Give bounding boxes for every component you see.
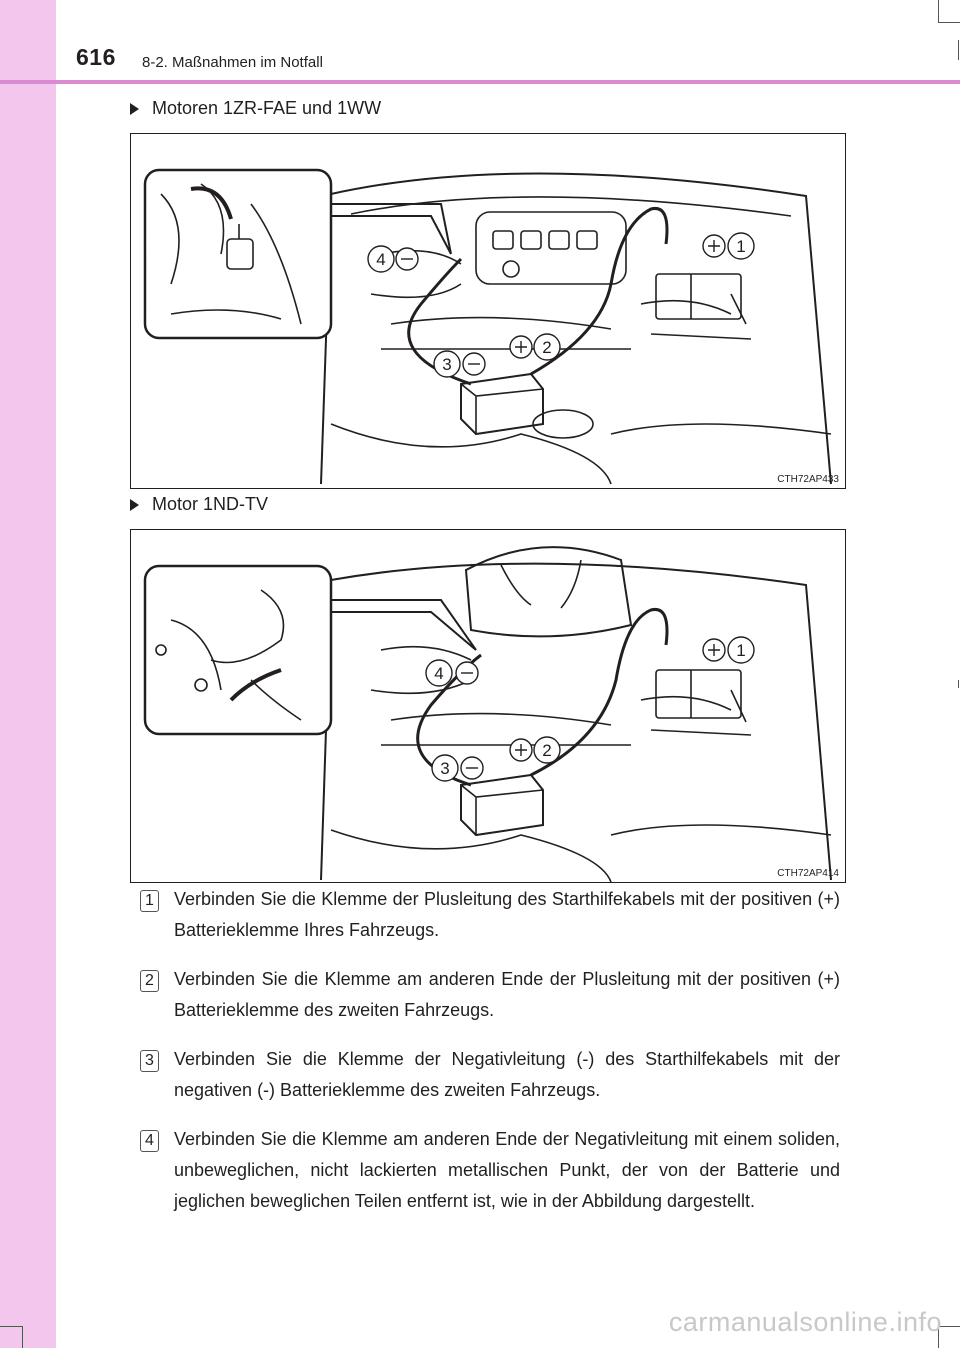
engine-bay-illustration-2	[131, 530, 845, 882]
figure-1-code: CTH72AP433	[777, 474, 839, 485]
step-text: Verbinden Sie die Klemme der Negativleitung (-) des Starthilfekabels mit der negativen (-) Batterieklemme des zweiten Fahrzeugs.	[174, 1049, 840, 1100]
figure-2-label-2: 2	[542, 741, 552, 760]
step-text: Verbinden Sie die Klemme am anderen Ende der Negativleitung mit einem soliden, unbeweglichen, nicht lackierten metallischen Punkt, der von der Batterie und jeglichen beweglichen Teilen entfernt ist, wie in der Abbildung dargestellt.	[174, 1129, 840, 1211]
figure-1-caption: Motoren 1ZR-FAE und 1WW	[152, 98, 382, 118]
figure-1-label-3: 3	[442, 355, 452, 374]
figure-2-code: CTH72AP414	[777, 868, 839, 879]
page-number: 616	[76, 44, 116, 70]
crop-mark	[0, 1326, 22, 1327]
figure-2-label-1: 1	[736, 641, 746, 660]
header-rule	[0, 80, 960, 84]
figure-1-illustration	[130, 133, 846, 489]
margin-color-band	[0, 0, 56, 1348]
step-number-badge: 3	[140, 1050, 159, 1072]
crop-mark	[958, 680, 959, 688]
step-item	[140, 964, 840, 1026]
figure-1-label-1: 1	[736, 237, 746, 256]
step-number-badge: 1	[140, 890, 159, 912]
step-list	[140, 884, 840, 1235]
header-tab	[0, 0, 56, 80]
step-text: Verbinden Sie die Klemme am anderen Ende der Plusleitung mit der positiven (+) Batterieklemme des zweiten Fahrzeugs.	[174, 969, 840, 1020]
step-number-badge: 2	[140, 970, 159, 992]
figure-2-illustration	[130, 529, 846, 883]
section-title: 8-2. Maßnahmen im Notfall	[142, 54, 323, 71]
step-item	[140, 884, 840, 946]
crop-mark	[938, 0, 939, 22]
figure-2-label-4: 4	[434, 664, 444, 683]
triangle-bullet-icon	[130, 103, 139, 115]
step-item	[140, 1044, 840, 1106]
triangle-bullet-icon	[130, 499, 139, 511]
figure-1-label-2: 2	[542, 338, 552, 357]
figure-1-caption-row	[130, 98, 381, 119]
crop-mark	[22, 1326, 23, 1348]
crop-mark	[938, 22, 960, 23]
watermark: carmanualsonline.info	[668, 1307, 942, 1337]
figure-2-caption-row	[130, 494, 268, 515]
step-item	[140, 1124, 840, 1217]
engine-bay-illustration-1	[131, 134, 845, 488]
figure-2-caption: Motor 1ND-TV	[152, 494, 269, 514]
figure-2-label-3: 3	[440, 759, 450, 778]
step-number-badge: 4	[140, 1130, 159, 1152]
figure-1-label-4: 4	[376, 250, 386, 269]
step-text: Verbinden Sie die Klemme der Plusleitung des Starthilfekabels mit der positiven (+) Batterieklemme Ihres Fahrzeugs.	[174, 889, 840, 940]
crop-mark	[958, 40, 959, 60]
